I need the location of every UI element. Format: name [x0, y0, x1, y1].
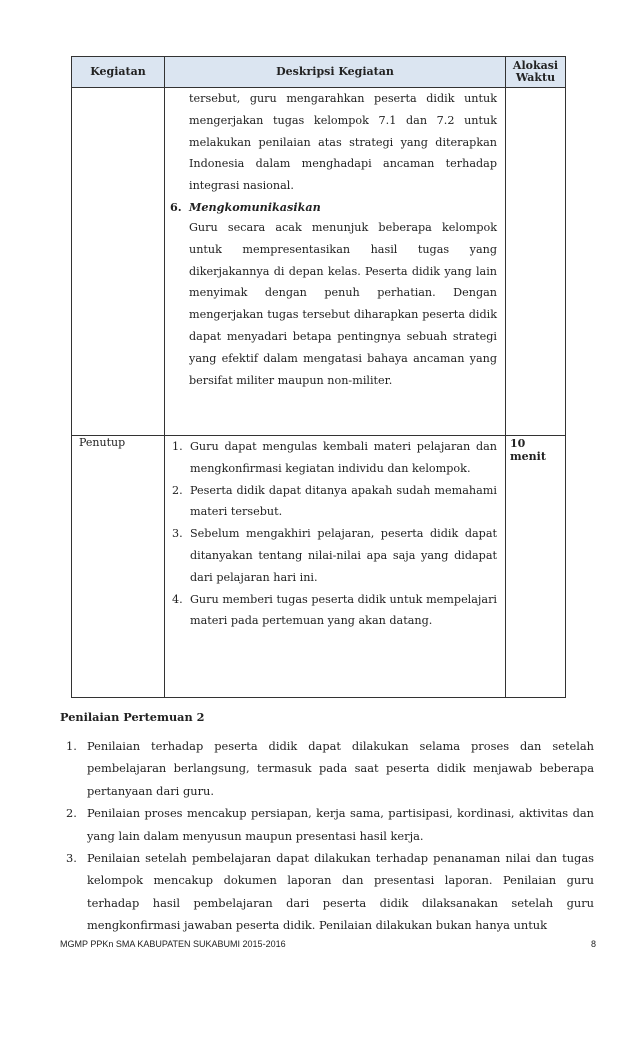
list-number: 2.	[66, 806, 77, 821]
list-text: Guru memberi tugas peserta didik untuk mempelajari materi pada pertemuan yang akan datang.	[190, 592, 497, 628]
page-footer	[60, 939, 596, 949]
list-item	[66, 802, 594, 847]
penilaian-list	[66, 735, 594, 937]
list-item	[66, 847, 594, 937]
step-heading	[170, 197, 497, 217]
step-number: 6.	[170, 199, 182, 214]
list-item	[172, 436, 497, 480]
list-item	[172, 480, 497, 524]
list-item	[66, 735, 594, 802]
activity-table	[71, 56, 566, 698]
list-item	[172, 523, 497, 588]
kegiatan-cell-empty	[72, 88, 165, 436]
list-text: Penilaian terhadap peserta didik dapat dilakukan selama proses dan setelah pembelajaran berlangsung, termasuk pada saat peserta didik menjawab beberapa pertanyaan dari guru.	[87, 739, 594, 798]
list-number: 1.	[66, 739, 77, 753]
kegiatan-cell	[72, 436, 165, 698]
list-number: 2.	[172, 483, 183, 497]
table-header-row	[72, 57, 566, 88]
waktu-cell-empty	[506, 88, 566, 436]
deskripsi-cell	[165, 436, 506, 698]
list-text: Penilaian setelah pembelajaran dapat dilakukan terhadap penanaman nilai dan tugas kelompok mencakup dokumen laporan dan presentasi laporan. Penilaian guru terhadap hasil pembelajaran dari peserta didik dilaksanakan setelah guru mengkonfirmasi jawaban peserta didik. Penilaian dilakukan bukan hanya untuk	[87, 851, 594, 933]
paragraph-mengkomunikasikan: Guru secara acak menunjuk beberapa kelompok untuk mempresentasikan hasil tugas yang dikerjakannya di depan kelas. Peserta didik yang lain menyimak dengan penuh perhatian. Dengan mengerjakan tugas tersebut diharapkan peserta didik dapat menyadari betapa pentingnya sebuah strategi yang efektif dalam mengatasi bahaya ancaman yang bersifat militer maupun non-militer.	[189, 220, 497, 387]
section-title: Penilaian Pertemuan 2	[60, 710, 205, 724]
header-kegiatan: Kegiatan	[72, 57, 165, 88]
table-row	[72, 88, 566, 436]
alokasi-waktu-value: 10 menit	[510, 437, 546, 463]
header-deskripsi: Deskripsi Kegiatan	[165, 57, 506, 88]
waktu-cell	[506, 436, 566, 698]
penutup-list	[172, 436, 497, 632]
list-text: Penilaian proses mencakup persiapan, kerja sama, partisipasi, kordinasi, aktivitas dan yang lain dalam menyusun maupun presentasi hasil kerja.	[87, 806, 594, 843]
header-alokasi-waktu: Alokasi Waktu	[506, 57, 566, 88]
list-text: Guru dapat mengulas kembali materi pelajaran dan mengkonfirmasi kegiatan individu dan kelompok.	[190, 440, 497, 475]
deskripsi-cell	[165, 88, 506, 436]
table-row	[72, 436, 566, 698]
step-title: Mengkomunikasikan	[189, 199, 321, 214]
list-text: Peserta didik dapat ditanya apakah sudah memahami materi tersebut.	[190, 483, 497, 519]
list-item	[172, 589, 497, 633]
footer-text: MGMP PPKn SMA KABUPATEN SUKABUMI 2015-2016	[60, 939, 286, 949]
page-number: 8	[590, 939, 596, 949]
list-number: 4.	[172, 592, 183, 606]
list-text: Sebelum mengakhiri pelajaran, peserta didik dapat ditanyakan tentang nilai-nilai apa saja yang didapat dari pelajaran hari ini.	[190, 527, 497, 584]
kegiatan-label: Penutup	[79, 436, 126, 449]
paragraph-continuation: tersebut, guru mengarahkan peserta didik untuk mengerjakan tugas kelompok 7.1 dan 7.2 untuk melakukan penilaian atas strategi yang diterapkan Indonesia dalam menghadapi ancaman terhadap integrasi nasional.	[189, 92, 497, 193]
list-number: 3.	[66, 851, 77, 866]
list-number: 3.	[172, 527, 183, 541]
list-number: 1.	[172, 440, 183, 453]
